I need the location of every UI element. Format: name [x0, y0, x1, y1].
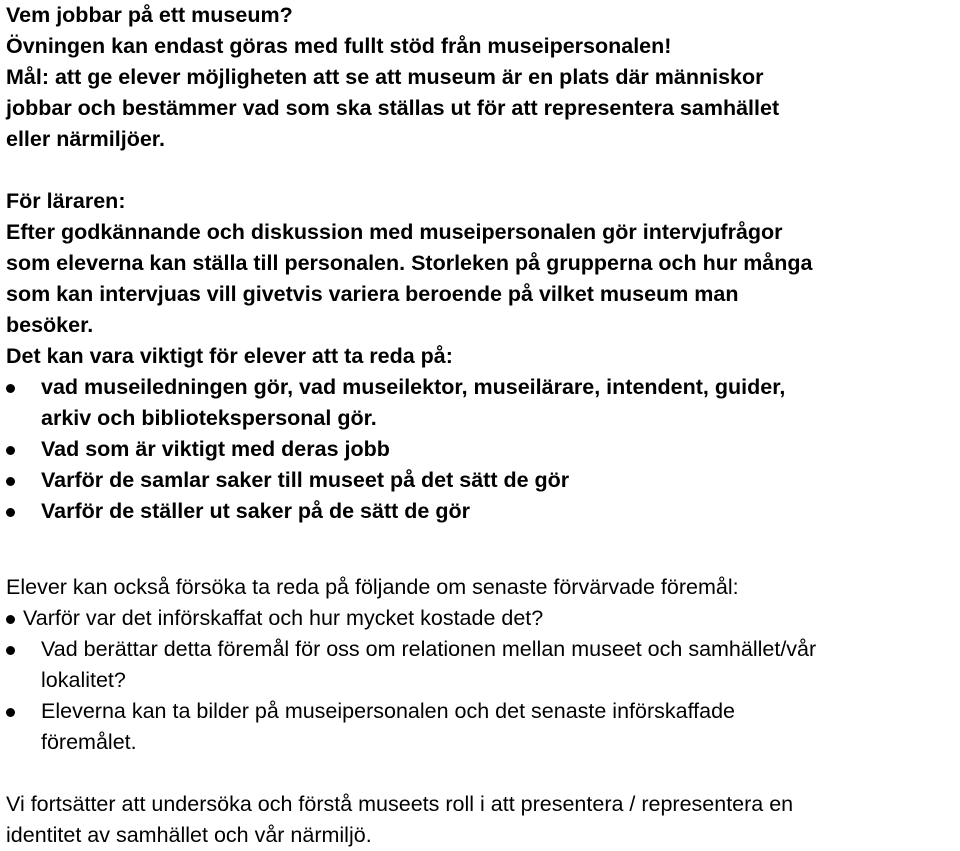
list-item-text-cont: föremålet.: [41, 730, 137, 754]
bullet-icon: [6, 384, 15, 393]
bullet-icon: [6, 646, 15, 655]
intro-section: [6, 0, 956, 155]
teacher-heading: För läraren:: [6, 189, 126, 213]
list-item-text: Varför de samlar saker till museet på det sätt de gör: [41, 468, 570, 492]
list-item: [6, 465, 956, 496]
list-item: [6, 372, 956, 434]
students-lead: Elever kan också försöka ta reda på följande om senaste förvärvade föremål:: [6, 575, 739, 599]
list-item: [6, 603, 956, 634]
bullet-icon: [6, 446, 15, 455]
teacher-line-4: besöker.: [6, 313, 94, 337]
document-page: [6, 0, 956, 851]
list-item: [6, 434, 956, 465]
list-item-text: Vad berättar detta föremål för oss om relationen mellan museet och samhället/vår: [41, 637, 817, 661]
teacher-section: [6, 186, 956, 527]
goal-line-1: Mål: att ge elever möjligheten att se att museum är en plats där människor: [6, 65, 764, 89]
list-item-text: Eleverna kan ta bilder på museipersonalen och det senaste införskaffade: [41, 699, 736, 723]
teacher-line-1: Efter godkännande och diskussion med museipersonalen gör intervjufrågor: [6, 220, 783, 244]
list-item: [6, 496, 956, 527]
list-item: [6, 634, 956, 696]
list-item-text: Vad som är viktigt med deras jobb: [41, 437, 390, 461]
teacher-line-5: Det kan vara viktigt för elever att ta reda på:: [6, 344, 453, 368]
spacer: [6, 527, 956, 572]
students-section: [6, 572, 956, 758]
goal-line-3: eller närmiljöer.: [6, 127, 165, 151]
bullet-icon: [6, 508, 15, 517]
closing-line-2: identitet av samhället och vår närmiljö.: [6, 823, 372, 847]
teacher-bullet-list: [6, 372, 956, 527]
support-note: Övningen kan endast göras med fullt stöd från museipersonalen!: [6, 34, 672, 58]
list-item: [6, 696, 956, 758]
list-item-text-cont: arkiv och bibliotekspersonal gör.: [41, 406, 377, 430]
list-item-text-cont: lokalitet?: [41, 668, 126, 692]
students-bullet-list: [6, 603, 956, 758]
bullet-icon: [6, 477, 15, 486]
spacer: [6, 758, 956, 789]
bullet-icon: [6, 615, 15, 624]
closing-line-1: Vi fortsätter att undersöka och förstå museets roll i att presentera / representera en: [6, 792, 794, 816]
document-title: Vem jobbar på ett museum?: [6, 3, 293, 27]
list-item-text: Varför de ställer ut saker på de sätt de gör: [41, 499, 470, 523]
teacher-line-2: som eleverna kan ställa till personalen. Storleken på grupperna och hur många: [6, 251, 813, 275]
spacer: [6, 155, 956, 186]
list-item-text: vad museiledningen gör, vad museilektor, museilärare, intendent, guider,: [41, 375, 786, 399]
bullet-icon: [6, 708, 15, 717]
goal-line-2: jobbar och bestämmer vad som ska ställas ut för att representera samhället: [6, 96, 780, 120]
list-item-text: Varför var det införskaffat och hur mycket kostade det?: [23, 606, 544, 630]
teacher-line-3: som kan intervjuas vill givetvis variera beroende på vilket museum man: [6, 282, 739, 306]
closing-section: [6, 789, 956, 851]
